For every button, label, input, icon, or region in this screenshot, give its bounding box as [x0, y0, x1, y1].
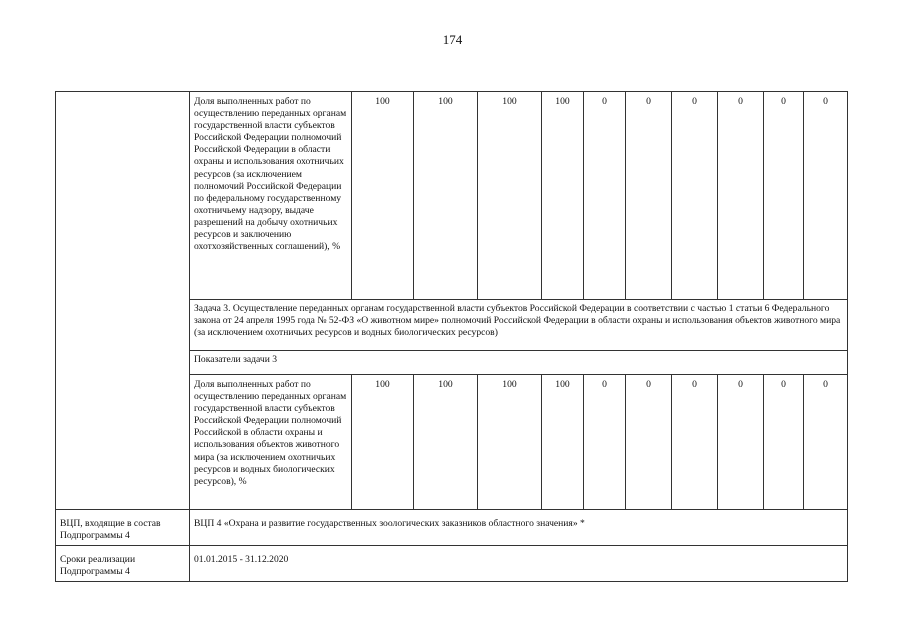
- indicator-text: Доля выполненных работ по осуществлению переданных органам государственной власти субъектов Российской Федерации полномочий Российской Федерации в области охраны и использования охотничьих ресурсов (за исключением полномочий Российской Федерации по федеральному государственному охотничьему надзору, выдаче разрешений на добычу охотничьих ресурсов и заключению охотхозяйственных соглашений), %: [194, 96, 347, 253]
- value-cell: 100: [478, 375, 542, 510]
- table-row: [56, 510, 848, 546]
- value-cell: 0: [626, 375, 672, 510]
- table-row: [56, 92, 848, 300]
- value-cell: 100: [478, 92, 542, 300]
- value-cell: 0: [764, 92, 804, 300]
- value-cell: 100: [542, 375, 584, 510]
- value-cell: 100: [352, 375, 414, 510]
- value-cell: 0: [764, 375, 804, 510]
- value-cell: 0: [672, 92, 718, 300]
- value-cell: 100: [542, 92, 584, 300]
- terms-label: Сроки реализации Подпрограммы 4: [56, 546, 190, 582]
- vcp-label: ВЦП, входящие в состав Подпрограммы 4: [56, 510, 190, 546]
- value-cell: 100: [414, 375, 478, 510]
- task-3-indicators-heading: Показатели задачи 3: [190, 351, 848, 375]
- value-cell: 0: [584, 375, 626, 510]
- page-number: 174: [442, 32, 463, 47]
- subprogram-passport-table: [55, 91, 848, 582]
- indicator-cell: [190, 375, 352, 510]
- terms-value: 01.01.2015 - 31.12.2020: [190, 546, 848, 582]
- value-cell: 0: [626, 92, 672, 300]
- value-cell: 100: [352, 92, 414, 300]
- value-cell: 0: [672, 375, 718, 510]
- value-cell: 100: [414, 92, 478, 300]
- value-cell: 0: [718, 375, 764, 510]
- value-cell: 0: [584, 92, 626, 300]
- table-row: [56, 546, 848, 582]
- value-cell: 0: [804, 375, 848, 510]
- value-cell: 0: [718, 92, 764, 300]
- task-3-cell: Задача 3. Осуществление переданных органам государственной власти субъектов Российской Федерации в соответствии с частью 1 статьи 6 Федерального закона от 24 апреля 1995 года № 52-ФЗ «О животном мире» полномочий Российской Федерации в области охраны и использования объектов животного мира (за исключением охотничьих ресурсов и водных биологических ресурсов): [190, 300, 848, 351]
- indicator-cell: [190, 92, 352, 300]
- indicator-text: Доля выполненных работ по осуществлению переданных органам государственной власти субъектов Российской Федерации полномочий Российской в области охраны и использования объектов животного мира (за исключением охотничьих ресурсов и водных биологических ресурсов), %: [194, 379, 347, 487]
- left-empty-cell: [56, 92, 190, 510]
- value-cell: 0: [804, 92, 848, 300]
- vcp-value: ВЦП 4 «Охрана и развитие государственных зоологических заказников областного значения» *: [190, 510, 848, 546]
